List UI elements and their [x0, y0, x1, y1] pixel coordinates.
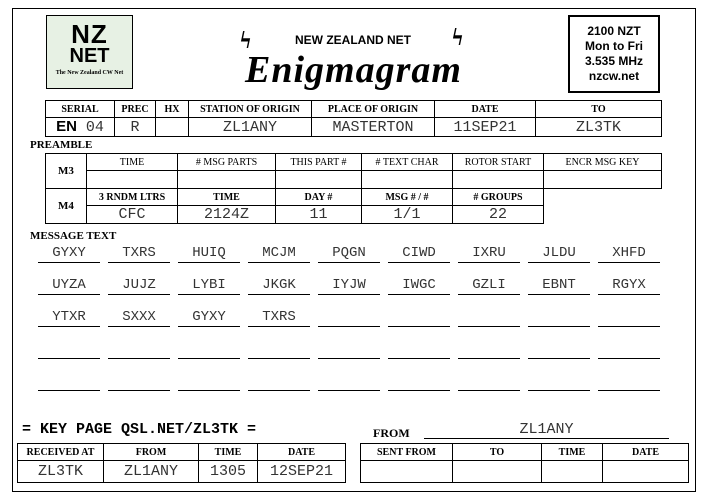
- message-group[interactable]: IXRU: [472, 245, 506, 261]
- message-group[interactable]: LYBI: [192, 277, 226, 293]
- message-group[interactable]: IYJW: [332, 277, 366, 293]
- logo-nz: NZ: [71, 19, 108, 49]
- group-line: [388, 326, 450, 327]
- group-line: [528, 326, 590, 327]
- group-line: [38, 262, 100, 263]
- date-value[interactable]: 11SEP21: [435, 118, 536, 137]
- group-line: [108, 262, 170, 263]
- prec-value[interactable]: R: [115, 118, 156, 137]
- recv-from[interactable]: ZL1ANY: [104, 461, 199, 483]
- m4-hdr-rndm: 3 RNDM LTRS: [87, 189, 178, 206]
- recv-date[interactable]: 12SEP21: [258, 461, 346, 483]
- serial-value: 04: [85, 119, 104, 136]
- sent-hdr-date: DATE: [603, 444, 689, 461]
- m3-label: M3: [46, 154, 87, 189]
- group-line: [458, 390, 520, 391]
- m4-spacer2: [544, 206, 662, 224]
- group-line: [528, 294, 590, 295]
- group-line: [458, 262, 520, 263]
- from-value[interactable]: ZL1ANY: [424, 421, 669, 439]
- group-line: [528, 262, 590, 263]
- message-group[interactable]: EBNT: [542, 277, 576, 293]
- recv-time[interactable]: 1305: [199, 461, 258, 483]
- place-value[interactable]: MASTERTON: [312, 118, 435, 137]
- m3-hdr-rotor: ROTOR START: [453, 154, 544, 171]
- group-line: [38, 294, 100, 295]
- group-line: [388, 262, 450, 263]
- message-group[interactable]: JKGK: [262, 277, 296, 293]
- message-group[interactable]: SXXX: [122, 309, 156, 325]
- group-line: [388, 358, 450, 359]
- serial-prefix: EN: [56, 118, 77, 135]
- group-line: [528, 390, 590, 391]
- m4-rndm[interactable]: CFC: [87, 206, 178, 224]
- group-line: [318, 390, 380, 391]
- net-name: NEW ZEALAND NET: [295, 33, 411, 47]
- m3-rotor[interactable]: [453, 171, 544, 189]
- m4-hdr-time: TIME: [178, 189, 276, 206]
- group-line: [108, 326, 170, 327]
- to-value[interactable]: ZL3TK: [536, 118, 662, 137]
- recv-hdr-at: RECEIVED AT: [18, 444, 104, 461]
- header-table: [45, 100, 662, 137]
- group-line: [388, 390, 450, 391]
- m4-groups[interactable]: 22: [453, 206, 544, 224]
- logo-net: NET: [69, 45, 110, 67]
- hdr-date: DATE: [435, 101, 536, 118]
- logo-tagline: The New Zealand CW Net: [55, 70, 124, 76]
- message-group[interactable]: YTXR: [52, 309, 86, 325]
- message-group[interactable]: IWGC: [402, 277, 436, 293]
- m4-hdr-day: DAY #: [276, 189, 362, 206]
- m4-spacer: [544, 189, 662, 206]
- m3-parts[interactable]: [178, 171, 276, 189]
- message-group[interactable]: JUJZ: [122, 277, 156, 293]
- group-line: [248, 326, 310, 327]
- form-title: Enigmagram: [245, 49, 462, 91]
- sent-hdr-time: TIME: [542, 444, 603, 461]
- group-line: [178, 294, 240, 295]
- m3-hdr-key: ENCR MSG KEY: [544, 154, 662, 171]
- group-line: [108, 294, 170, 295]
- group-line: [318, 326, 380, 327]
- lightning-right-icon: ϟ: [452, 25, 464, 51]
- group-line: [38, 326, 100, 327]
- hdr-serial: SERIAL: [46, 101, 115, 118]
- group-line: [248, 262, 310, 263]
- hdr-to: TO: [536, 101, 662, 118]
- nz-net-logo: [46, 15, 133, 89]
- recv-at[interactable]: ZL3TK: [18, 461, 104, 483]
- m4-msg[interactable]: 1/1: [362, 206, 453, 224]
- group-line: [598, 326, 660, 327]
- sent-from[interactable]: [361, 461, 453, 483]
- message-group[interactable]: GZLI: [472, 277, 506, 293]
- m4-hdr-msg: MSG # / #: [362, 189, 453, 206]
- message-group[interactable]: PQGN: [332, 245, 366, 261]
- lightning-left-icon: ϟ: [240, 28, 252, 54]
- group-line: [178, 326, 240, 327]
- sent-time[interactable]: [542, 461, 603, 483]
- hx-value[interactable]: [156, 118, 189, 137]
- group-line: [598, 294, 660, 295]
- hdr-hx: HX: [156, 101, 189, 118]
- group-line: [318, 358, 380, 359]
- preamble-label: PREAMBLE: [30, 139, 93, 151]
- m3-textchar[interactable]: [362, 171, 453, 189]
- group-line: [178, 390, 240, 391]
- group-line: [108, 390, 170, 391]
- from-label: FROM: [373, 426, 410, 440]
- group-line: [38, 358, 100, 359]
- message-group[interactable]: JLDU: [542, 245, 576, 261]
- message-group[interactable]: HUIQ: [192, 245, 226, 261]
- station-value[interactable]: ZL1ANY: [189, 118, 312, 137]
- m3-hdr-thispart: THIS PART #: [276, 154, 362, 171]
- schedule-freq: 3.535 MHz: [584, 54, 644, 68]
- m3-hdr-time: TIME: [87, 154, 178, 171]
- message-group[interactable]: CIWD: [402, 245, 436, 261]
- m4-time[interactable]: 2124Z: [178, 206, 276, 224]
- message-group[interactable]: UYZA: [52, 277, 86, 293]
- group-line: [528, 358, 590, 359]
- group-line: [248, 294, 310, 295]
- group-line: [108, 358, 170, 359]
- recv-hdr-date: DATE: [258, 444, 346, 461]
- serial-cell[interactable]: [46, 118, 115, 137]
- group-line: [458, 358, 520, 359]
- message-group[interactable]: GYXY: [52, 245, 86, 261]
- recv-hdr-from: FROM: [104, 444, 199, 461]
- sent-to[interactable]: [453, 461, 542, 483]
- message-group[interactable]: MCJM: [262, 245, 296, 261]
- hdr-place: PLACE OF ORIGIN: [312, 101, 435, 118]
- group-line: [318, 262, 380, 263]
- group-line: [178, 358, 240, 359]
- sent-hdr-to: TO: [453, 444, 542, 461]
- group-line: [388, 294, 450, 295]
- sent-hdr-from: SENT FROM: [361, 444, 453, 461]
- m3-thispart[interactable]: [276, 171, 362, 189]
- group-line: [318, 294, 380, 295]
- schedule-box: [568, 15, 660, 93]
- m3-time[interactable]: [87, 171, 178, 189]
- m3-key[interactable]: [544, 171, 662, 189]
- message-group[interactable]: TXRS: [122, 245, 156, 261]
- received-table: [17, 443, 346, 483]
- group-line: [598, 390, 660, 391]
- recv-hdr-time: TIME: [199, 444, 258, 461]
- m4-hdr-groups: # GROUPS: [453, 189, 544, 206]
- group-line: [178, 262, 240, 263]
- m3-hdr-parts: # MSG PARTS: [178, 154, 276, 171]
- group-line: [598, 358, 660, 359]
- m4-day[interactable]: 11: [276, 206, 362, 224]
- message-label: MESSAGE TEXT: [30, 230, 117, 242]
- group-line: [598, 262, 660, 263]
- group-line: [248, 390, 310, 391]
- group-line: [458, 326, 520, 327]
- m4-label: M4: [46, 189, 87, 224]
- message-group[interactable]: GYXY: [192, 309, 226, 325]
- group-line: [458, 294, 520, 295]
- schedule-days: Mon to Fri: [585, 39, 643, 53]
- key-page-text: = KEY PAGE QSL.NET/ZL3TK =: [22, 421, 257, 438]
- preamble-table: [45, 153, 662, 224]
- message-group[interactable]: TXRS: [262, 309, 296, 325]
- group-line: [38, 390, 100, 391]
- m3-hdr-textchar: # TEXT CHAR: [362, 154, 453, 171]
- group-line: [248, 358, 310, 359]
- message-group[interactable]: RGYX: [612, 277, 646, 293]
- hdr-prec: PREC: [115, 101, 156, 118]
- hdr-station: STATION OF ORIGIN: [189, 101, 312, 118]
- sent-date[interactable]: [603, 461, 689, 483]
- schedule-time: 2100 NZT: [587, 24, 641, 38]
- message-group[interactable]: XHFD: [612, 245, 646, 261]
- schedule-site: nzcw.net: [588, 69, 640, 83]
- sent-table: [360, 443, 689, 483]
